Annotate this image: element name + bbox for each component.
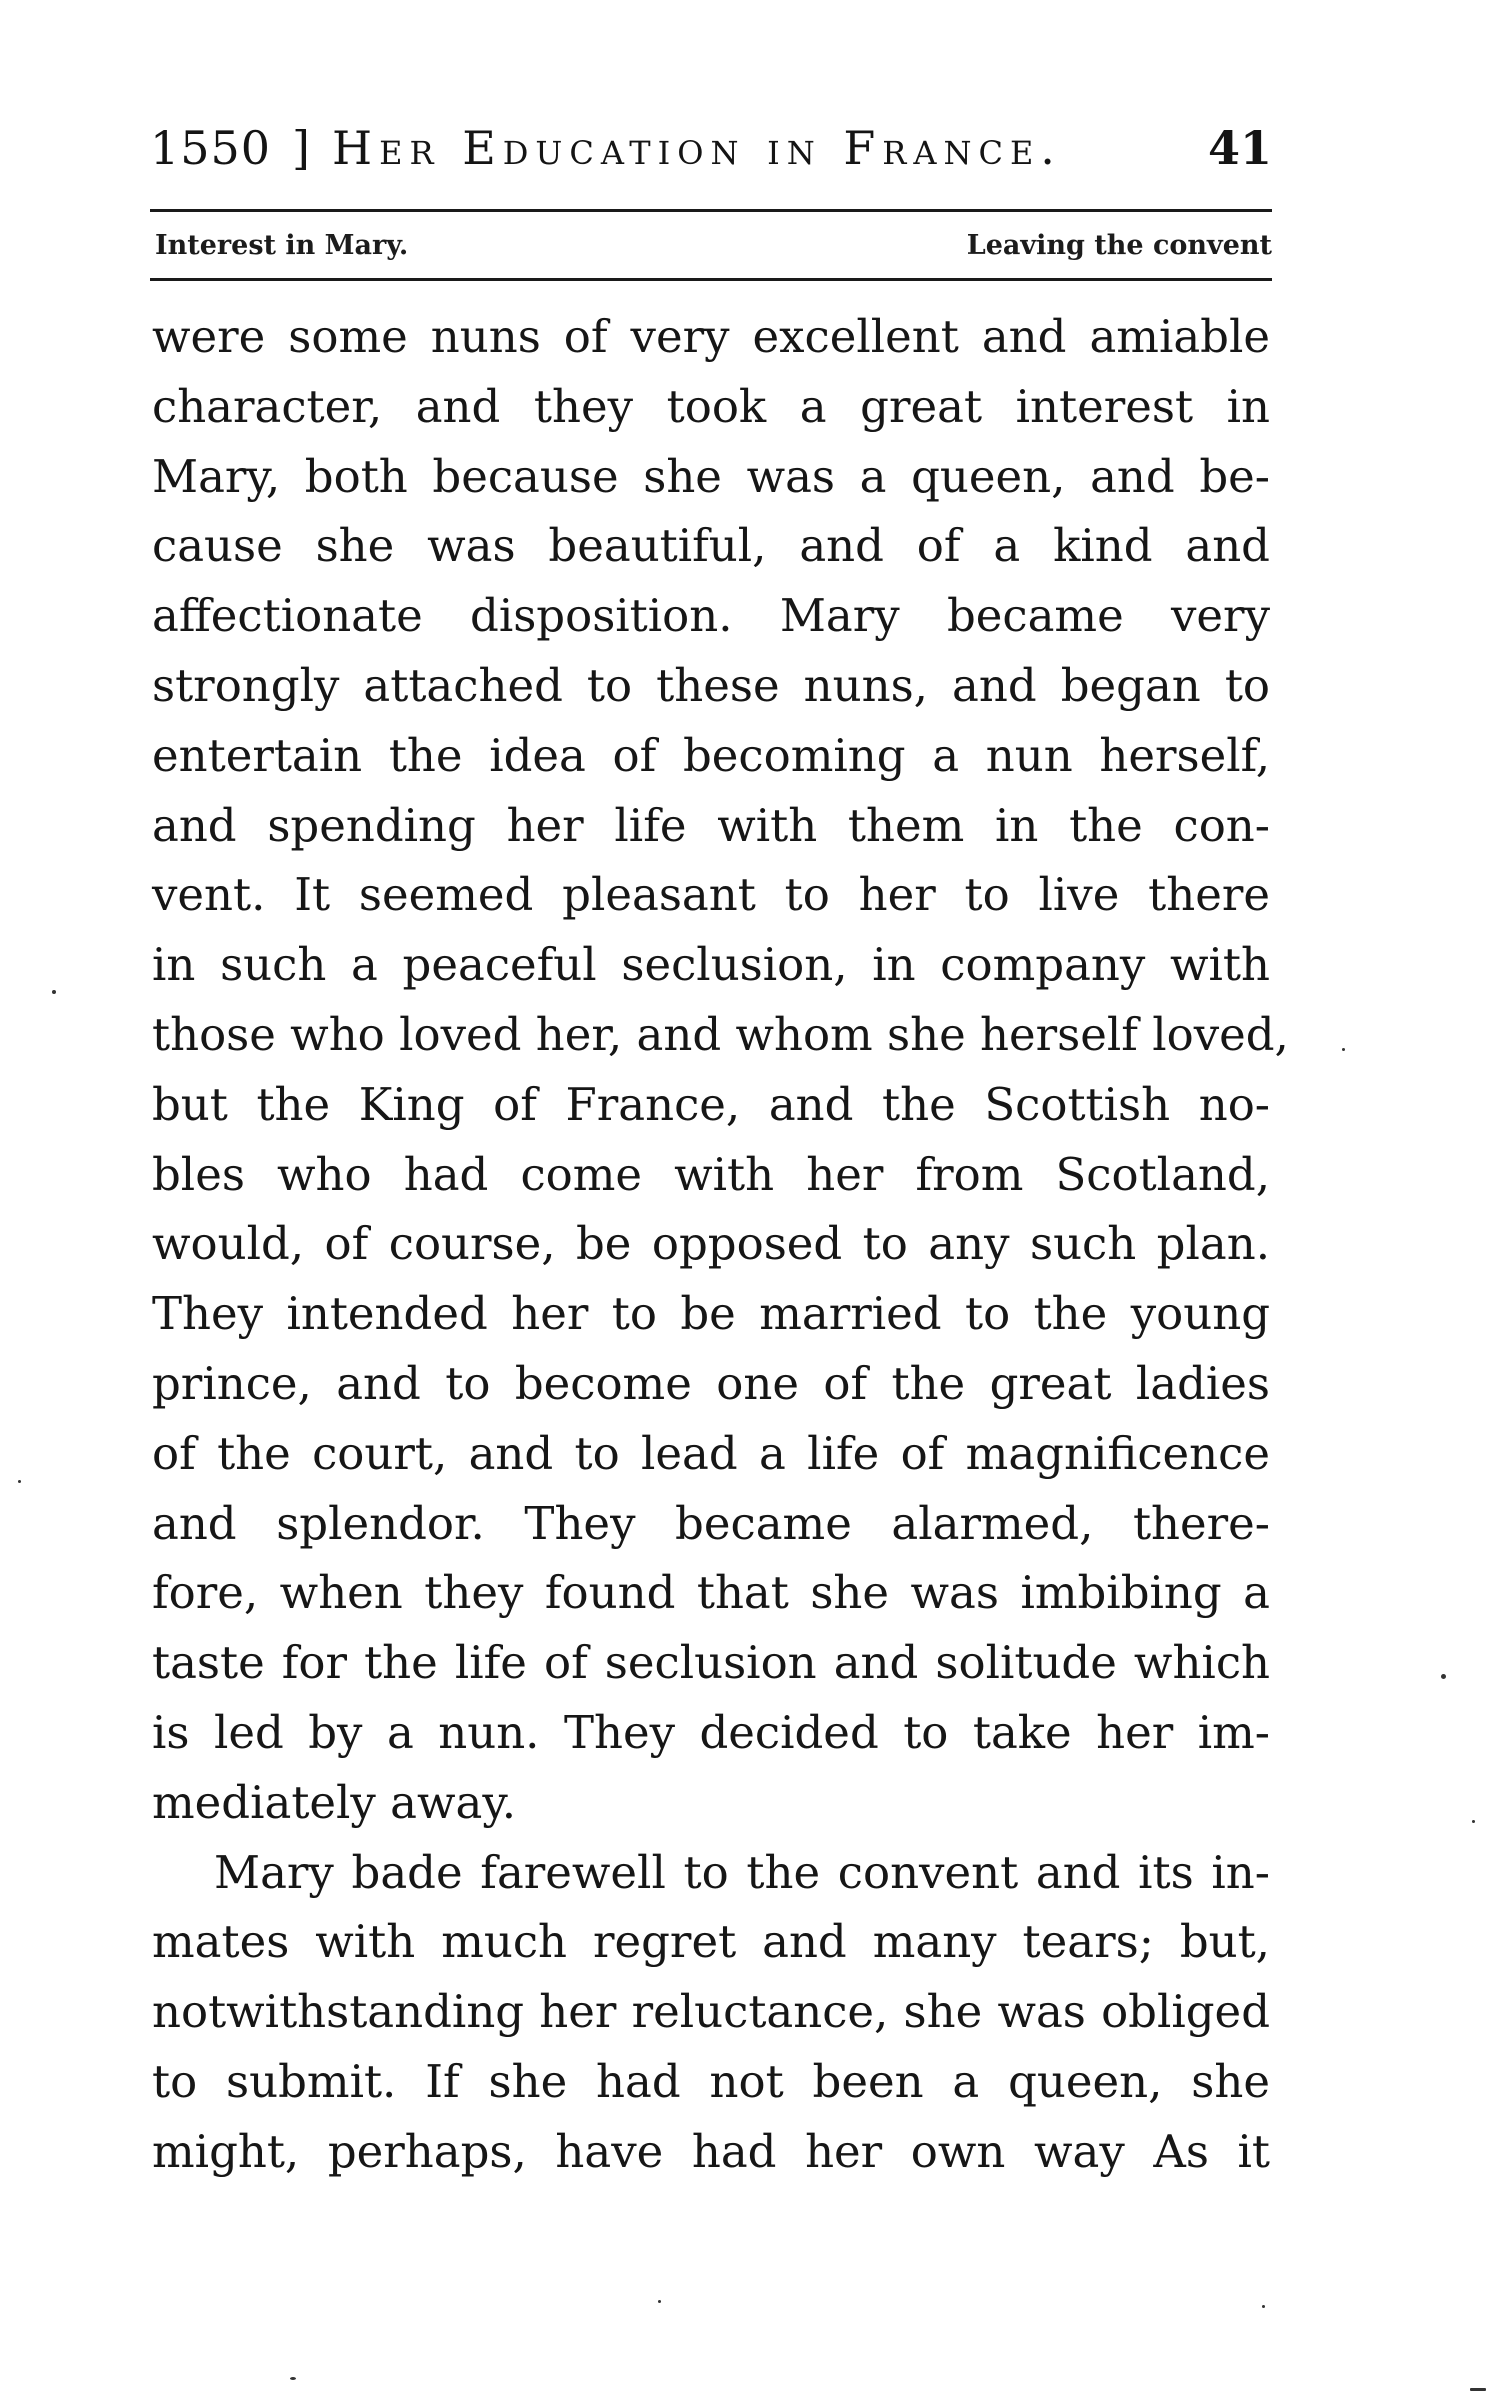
text-line: They intended her to be married to the young: [152, 1287, 1270, 1341]
page-number: 41: [1207, 121, 1272, 175]
text-line: entertain the idea of becoming a nun herself,: [152, 728, 1270, 782]
text-line: taste for the life of seclusion and solitude which: [152, 1636, 1270, 1690]
text-line: in such a peaceful seclusion, in company with: [152, 938, 1270, 992]
header-rule-top: [150, 209, 1272, 212]
text-line: fore, when they found that she was imbibing a: [152, 1566, 1270, 1620]
running-head-title: Her Education in France.: [332, 121, 1062, 175]
text-line: vent. It seemed pleasant to her to live there: [152, 868, 1270, 922]
text-line: character, and they took a great interest in: [152, 379, 1270, 433]
scan-speck: [1470, 2388, 1486, 2391]
text-line: those who loved her, and whom she herself loved,: [152, 1007, 1289, 1061]
text-line: of the court, and to lead a life of magnificence: [152, 1426, 1270, 1480]
body-text: [152, 302, 1289, 2187]
text-line: but the King of France, and the Scottish no-: [152, 1077, 1270, 1131]
text-line: notwithstanding her reluctance, she was obliged: [152, 1985, 1270, 2039]
text-line: to submit. If she had not been a queen, she: [152, 2054, 1270, 2108]
text-line: Mary, both because she was a queen, and be-: [152, 449, 1270, 503]
scan-speck: [1342, 1048, 1345, 1051]
scan-speck: [1262, 2305, 1265, 2308]
text-line: would, of course, be opposed to any such plan.: [152, 1217, 1270, 1271]
text-line: strongly attached to these nuns, and began to: [152, 658, 1270, 712]
sidenote-left: Interest in Mary.: [155, 230, 409, 261]
text-line: mates with much regret and many tears; but,: [152, 1915, 1270, 1969]
scan-speck: [290, 2377, 296, 2380]
running-head-year: 1550: [150, 121, 272, 175]
scan-speck: [18, 1480, 21, 1483]
text-line: affectionate disposition. Mary became very: [152, 589, 1270, 643]
sidenote-right: Leaving the convent: [966, 230, 1272, 261]
text-line: and spending her life with them in the con-: [152, 798, 1270, 852]
text-line: cause she was beautiful, and of a kind and: [152, 519, 1270, 573]
scan-speck: [1441, 1674, 1446, 1679]
scan-speck: [658, 2300, 661, 2303]
scan-speck: [1472, 1820, 1475, 1823]
text-line: bles who had come with her from Scotland,: [152, 1147, 1270, 1201]
header-rule-bottom: [150, 278, 1272, 281]
running-head: [150, 118, 1272, 178]
text-line: might, perhaps, have had her own way As it: [152, 2124, 1270, 2178]
text-line: and splendor. They became alarmed, there-: [152, 1496, 1270, 1550]
text-line: prince, and to become one of the great ladies: [152, 1356, 1270, 1410]
text-line: is led by a nun. They decided to take her im-: [152, 1705, 1270, 1759]
paragraph-end-line: mediately away.: [152, 1775, 517, 1829]
scan-speck: [52, 990, 56, 994]
paragraph-start-line: Mary bade farewell to the convent and its in-: [214, 1845, 1270, 1899]
text-line: were some nuns of very excellent and amiable: [152, 310, 1270, 363]
running-head-bracket: ]: [292, 121, 310, 175]
